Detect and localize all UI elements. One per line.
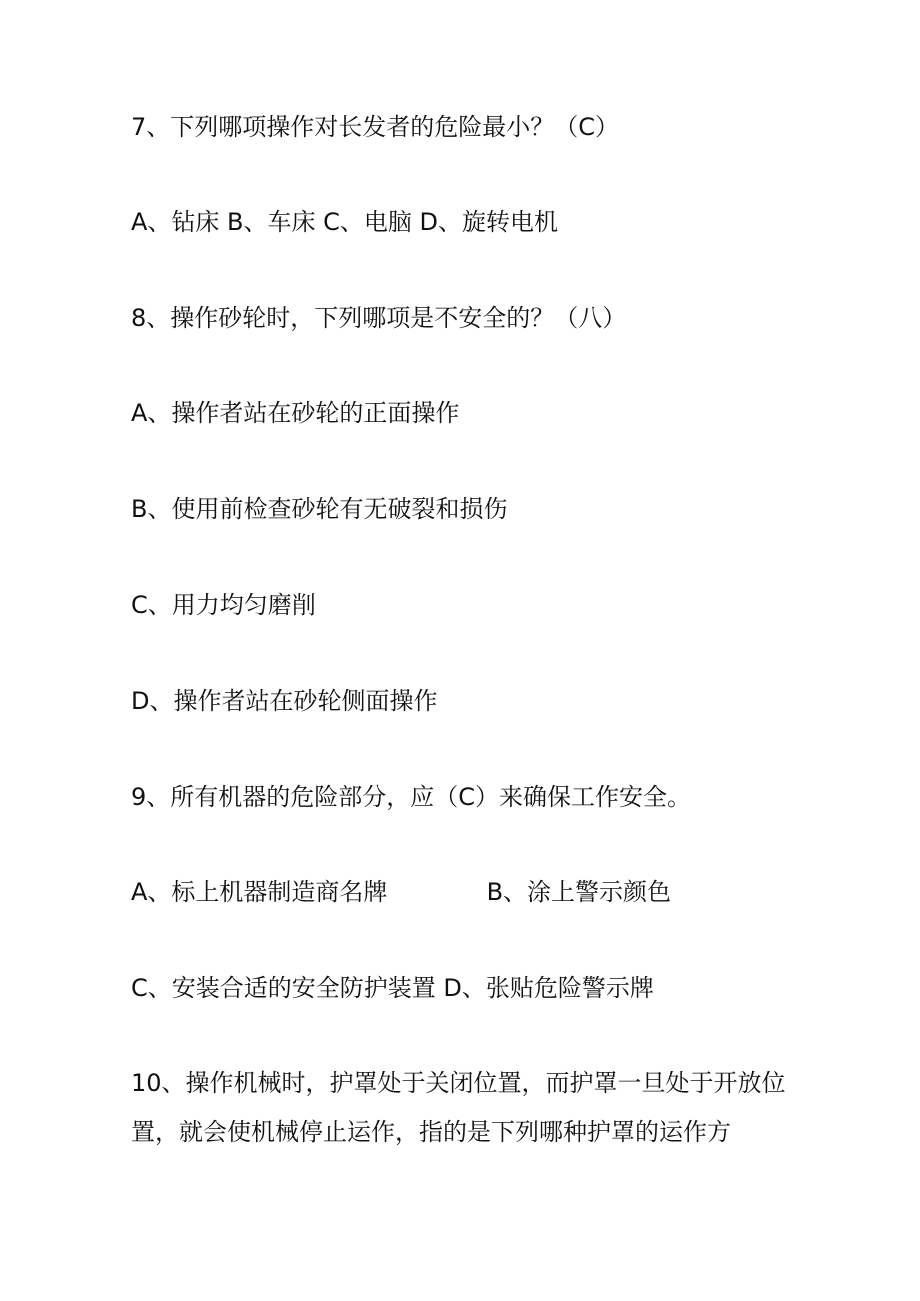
question-10-line-1: 10、操作机械时，护罩处于关闭位置，而护罩一旦处于开放位: [131, 1069, 786, 1097]
question-7-options: A、钻床 B、车床 C、电脑 D、旋转电机: [131, 208, 559, 236]
question-9-options-ab: A、标上机器制造商名牌 B、涂上警示颜色: [131, 878, 672, 906]
question-8: 8、操作砂轮时，下列哪项是不安全的？（八）: [131, 304, 627, 332]
question-7: 7、下列哪项操作对长发者的危险最小？（C）: [131, 113, 620, 141]
question-8-option-a: A、操作者站在砂轮的正面操作: [131, 399, 460, 427]
question-8-option-b: B、使用前检查砂轮有无破裂和损伤: [131, 495, 508, 523]
question-9: 9、所有机器的危险部分，应（C）来确保工作安全。: [131, 783, 692, 811]
question-10-line-2: 置，就会使机械停止运作，指的是下列哪种护罩的运作方: [131, 1118, 731, 1146]
question-8-option-c: C、用力均匀磨削: [131, 591, 316, 619]
question-9-options-cd: C、安装合适的安全防护装置 D、张贴危险警示牌: [131, 974, 654, 1002]
question-8-option-d: D、操作者站在砂轮侧面操作: [131, 687, 438, 715]
